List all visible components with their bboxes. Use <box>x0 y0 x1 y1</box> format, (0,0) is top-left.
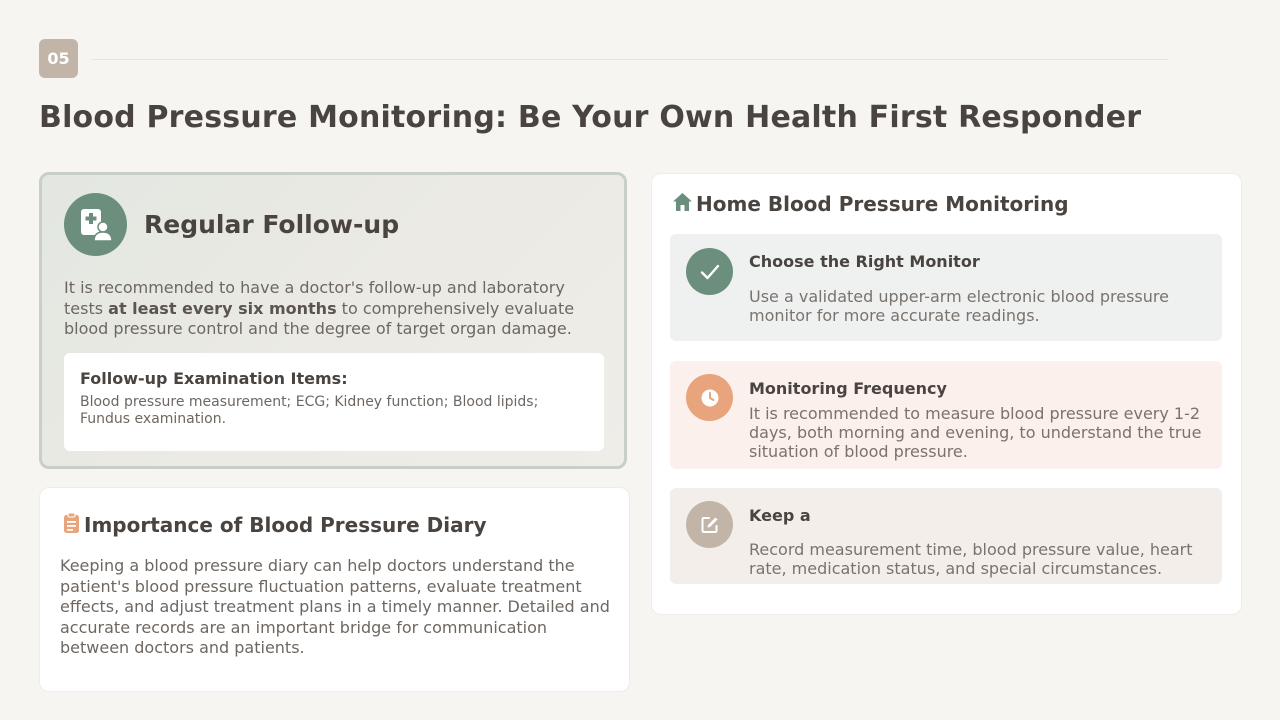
followup-emphasis: at least every six months <box>108 298 337 318</box>
clock-icon <box>686 374 733 421</box>
check-icon <box>686 248 733 295</box>
home-icon <box>672 192 693 216</box>
slide-number-badge: 05 <box>39 39 78 78</box>
header-divider <box>92 59 1168 60</box>
followup-title: Regular Follow-up <box>144 210 400 239</box>
tip-title: Keep a <box>749 506 811 525</box>
page-title: Blood Pressure Monitoring: Be Your Own Health First Responder <box>39 100 1142 135</box>
exam-items-title: Follow-up Examination Items: <box>80 369 348 388</box>
tip-text: Record measurement time, blood pressure value, heart rate, medication status, and special circumstances. <box>749 540 1193 578</box>
clipboard-icon <box>63 512 80 538</box>
exam-items-box <box>64 353 604 451</box>
medical-doctor-icon <box>64 193 127 256</box>
followup-description: It is recommended to have a doctor's follow-up and laboratory tests at least every six months to comprehensively evaluate blood pressure control and the degree of target organ damage. <box>64 278 575 338</box>
home-monitoring-title: Home Blood Pressure Monitoring <box>696 192 1069 216</box>
followup-card <box>39 172 627 469</box>
tip-choose-monitor <box>670 234 1222 341</box>
diary-text: Keeping a blood pressure diary can help doctors understand the patient's blood pressure fluctuation patterns, evaluate treatment effects, and adjust treatment plans in a timely manner. Detailed and accurate records are an important bridge for communication between doctors and patients. <box>60 556 610 658</box>
tip-title: Monitoring Frequency <box>749 379 947 398</box>
diary-title: Importance of Blood Pressure Diary <box>84 513 487 537</box>
diary-card <box>39 487 630 692</box>
edit-icon <box>686 501 733 548</box>
tip-text: It is recommended to measure blood pressure every 1-2 days, both morning and evening, to understand the true situation of blood pressure. <box>749 404 1202 461</box>
exam-items-text: Blood pressure measurement; ECG; Kidney function; Blood lipids; Fundus examination. <box>80 394 539 427</box>
tip-keep-diary <box>670 488 1222 584</box>
home-monitoring-card <box>651 173 1242 615</box>
tip-title: Choose the Right Monitor <box>749 252 980 271</box>
tip-text: Use a validated upper-arm electronic blood pressure monitor for more accurate readings. <box>749 287 1169 325</box>
tip-monitoring-frequency <box>670 361 1222 469</box>
